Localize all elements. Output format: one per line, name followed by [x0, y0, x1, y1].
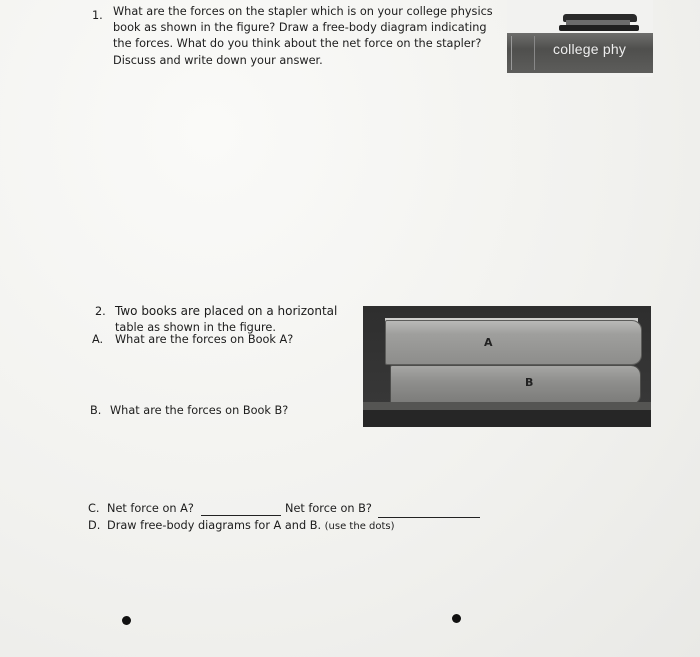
stapler-on-book-photo	[507, 0, 653, 77]
table-edge	[363, 410, 651, 427]
part-c-net-force-b: Net force on B?	[285, 502, 372, 515]
part-a-text: What are the forces on Book A?	[115, 333, 294, 346]
part-d-text	[107, 518, 395, 535]
question-2-line-2: table as shown in the figure.	[115, 321, 276, 334]
answer-line-a[interactable]	[201, 515, 281, 516]
free-body-dot-b[interactable]	[452, 614, 461, 623]
part-b-label: B.	[90, 404, 102, 417]
question-1-number: 1.	[92, 9, 103, 22]
book-a	[385, 320, 642, 365]
book-b-label: B	[525, 376, 534, 389]
book-b	[390, 365, 641, 405]
table-top	[363, 402, 651, 410]
part-d-note: (use the dots)	[324, 521, 395, 532]
book-spine	[511, 36, 535, 70]
part-c-net-force-a: Net force on A?	[107, 502, 194, 515]
part-d-label: D.	[88, 519, 101, 532]
question-2-number: 2.	[95, 305, 106, 318]
part-d-instruction: Draw free-body diagrams for A and B.	[107, 519, 322, 532]
part-c-label: C.	[88, 502, 100, 515]
book-title: college phy	[553, 41, 627, 57]
part-a-label: A.	[92, 333, 104, 346]
part-b-text: What are the forces on Book B?	[110, 404, 289, 417]
stapler-base	[559, 25, 639, 31]
two-books-photo	[363, 306, 651, 427]
free-body-dot-a[interactable]	[122, 616, 131, 625]
book-a-label: A	[484, 336, 493, 349]
question-1-text: What are the forces on the stapler which is on your college physics book as shown in the figure? Draw a free-body diagram indicating the forces. What do you think about the net force on the stapler? Discuss and write down your answer.	[113, 5, 493, 67]
question-2-line-1: Two books are placed on a horizontal	[115, 304, 338, 318]
